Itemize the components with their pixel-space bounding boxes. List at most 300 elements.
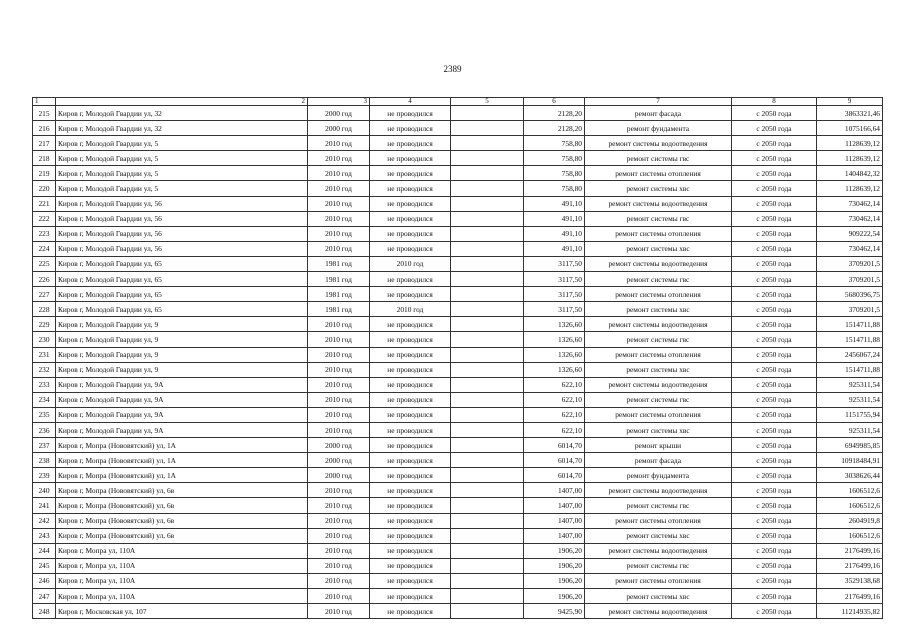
- build-year-cell: 2010 год: [308, 332, 370, 347]
- col-5-cell: [451, 211, 524, 226]
- area-cell: 1326,60: [524, 347, 585, 362]
- address-cell: Киров г, Молодой Гвардии ул, 5: [56, 166, 308, 181]
- cost-cell: 1606512,6: [817, 528, 883, 543]
- repair-period-cell: с 2050 года: [732, 604, 817, 619]
- table-row: [33, 407, 883, 422]
- address-cell: Киров г, Молодой Гвардии ул, 65: [56, 256, 308, 271]
- last-repair-year-cell: не проводился: [370, 181, 451, 196]
- table-row: [33, 121, 883, 136]
- repair-type-cell: ремонт системы водоотведения: [585, 483, 732, 498]
- build-year-cell: 2010 год: [308, 392, 370, 407]
- cost-cell: 730462,14: [817, 196, 883, 211]
- repair-type-cell: ремонт системы водоотведения: [585, 196, 732, 211]
- repair-period-cell: с 2050 года: [732, 377, 817, 392]
- repair-period-cell: с 2050 года: [732, 332, 817, 347]
- address-cell: Киров г, Молодой Гвардии ул, 32: [56, 106, 308, 121]
- repair-type-cell: ремонт системы гвс: [585, 392, 732, 407]
- col-5-cell: [451, 166, 524, 181]
- address-cell: Киров г, Молодой Гвардии ул, 5: [56, 136, 308, 151]
- repair-period-cell: с 2050 года: [732, 272, 817, 287]
- repair-type-cell: ремонт фундамента: [585, 121, 732, 136]
- address-cell: Киров г, Молодой Гвардии ул, 65: [56, 302, 308, 317]
- table-row: [33, 377, 883, 392]
- col-5-cell: [451, 513, 524, 528]
- repair-period-cell: с 2050 года: [732, 453, 817, 468]
- build-year-cell: 2010 год: [308, 362, 370, 377]
- last-repair-year-cell: не проводился: [370, 166, 451, 181]
- cost-cell: 909222,54: [817, 226, 883, 241]
- column-number-row: [33, 98, 883, 106]
- address-cell: Киров г, Мопра (Нововятский) ул, 1А: [56, 468, 308, 483]
- row-number-cell: 241: [33, 498, 56, 513]
- last-repair-year-cell: не проводился: [370, 106, 451, 121]
- col-5-cell: [451, 392, 524, 407]
- repair-period-cell: с 2050 года: [732, 136, 817, 151]
- area-cell: 622,10: [524, 392, 585, 407]
- repair-period-cell: с 2050 года: [732, 422, 817, 437]
- area-cell: 758,80: [524, 136, 585, 151]
- repair-period-cell: с 2050 года: [732, 317, 817, 332]
- repair-period-cell: с 2050 года: [732, 347, 817, 362]
- area-cell: 6014,70: [524, 453, 585, 468]
- repair-type-cell: ремонт системы водоотведения: [585, 256, 732, 271]
- repair-type-cell: ремонт системы водоотведения: [585, 377, 732, 392]
- row-number-cell: 224: [33, 241, 56, 256]
- col-5-cell: [451, 528, 524, 543]
- table-row: [33, 136, 883, 151]
- build-year-cell: 2000 год: [308, 468, 370, 483]
- column-header: 4: [370, 98, 451, 106]
- table-row: [33, 528, 883, 543]
- cost-cell: 1151755,94: [817, 407, 883, 422]
- last-repair-year-cell: не проводился: [370, 136, 451, 151]
- row-number-cell: 220: [33, 181, 56, 196]
- area-cell: 622,10: [524, 422, 585, 437]
- repair-type-cell: ремонт фундамента: [585, 468, 732, 483]
- build-year-cell: 2010 год: [308, 407, 370, 422]
- col-5-cell: [451, 407, 524, 422]
- area-cell: 1407,00: [524, 483, 585, 498]
- cost-cell: 1128639,12: [817, 181, 883, 196]
- build-year-cell: 2010 год: [308, 543, 370, 558]
- last-repair-year-cell: не проводился: [370, 347, 451, 362]
- address-cell: Киров г, Мопра (Нововятский) ул, 1А: [56, 438, 308, 453]
- address-cell: Киров г, Молодой Гвардии ул, 56: [56, 211, 308, 226]
- row-number-cell: 219: [33, 166, 56, 181]
- cost-cell: 1514711,88: [817, 362, 883, 377]
- last-repair-year-cell: не проводился: [370, 196, 451, 211]
- row-number-cell: 226: [33, 272, 56, 287]
- address-cell: Киров г, Молодой Гвардии ул, 5: [56, 181, 308, 196]
- last-repair-year-cell: не проводился: [370, 513, 451, 528]
- cost-cell: 1514711,88: [817, 317, 883, 332]
- col-5-cell: [451, 332, 524, 347]
- repair-type-cell: ремонт системы водоотведения: [585, 136, 732, 151]
- last-repair-year-cell: 2010 год: [370, 256, 451, 271]
- cost-cell: 10918484,91: [817, 453, 883, 468]
- repair-period-cell: с 2050 года: [732, 166, 817, 181]
- row-number-cell: 231: [33, 347, 56, 362]
- repair-type-cell: ремонт системы хвс: [585, 422, 732, 437]
- table-row: [33, 438, 883, 453]
- repair-type-cell: ремонт системы хвс: [585, 589, 732, 604]
- cost-cell: 730462,14: [817, 241, 883, 256]
- col-5-cell: [451, 422, 524, 437]
- address-cell: Киров г, Молодой Гвардии ул, 5: [56, 151, 308, 166]
- repair-period-cell: с 2050 года: [732, 106, 817, 121]
- table-row: [33, 287, 883, 302]
- address-cell: Киров г, Мопра (Нововятский) ул, 1А: [56, 453, 308, 468]
- table-row: [33, 272, 883, 287]
- area-cell: 1906,20: [524, 573, 585, 588]
- repair-type-cell: ремонт системы отопления: [585, 287, 732, 302]
- col-5-cell: [451, 241, 524, 256]
- cost-cell: 2456067,24: [817, 347, 883, 362]
- row-number-cell: 237: [33, 438, 56, 453]
- row-number-cell: 228: [33, 302, 56, 317]
- cost-cell: 925311,54: [817, 422, 883, 437]
- repair-period-cell: с 2050 года: [732, 121, 817, 136]
- table-row: [33, 211, 883, 226]
- table-row: [33, 589, 883, 604]
- table-row: [33, 166, 883, 181]
- build-year-cell: 2000 год: [308, 121, 370, 136]
- cost-cell: 6949985,85: [817, 438, 883, 453]
- table-row: [33, 604, 883, 619]
- col-5-cell: [451, 589, 524, 604]
- row-number-cell: 236: [33, 422, 56, 437]
- table-row: [33, 453, 883, 468]
- area-cell: 758,80: [524, 151, 585, 166]
- column-header: 1: [33, 98, 56, 106]
- repair-type-cell: ремонт фасада: [585, 453, 732, 468]
- col-5-cell: [451, 106, 524, 121]
- table-body: [33, 106, 883, 619]
- last-repair-year-cell: не проводился: [370, 573, 451, 588]
- col-5-cell: [451, 453, 524, 468]
- area-cell: 2128,20: [524, 106, 585, 121]
- cost-cell: 3709201,5: [817, 302, 883, 317]
- build-year-cell: 2010 год: [308, 347, 370, 362]
- repair-period-cell: с 2050 года: [732, 151, 817, 166]
- repair-period-cell: с 2050 года: [732, 211, 817, 226]
- table-row: [33, 573, 883, 588]
- address-cell: Киров г, Мопра (Нововятский) ул, 6в: [56, 498, 308, 513]
- last-repair-year-cell: не проводился: [370, 211, 451, 226]
- area-cell: 6014,70: [524, 468, 585, 483]
- address-cell: Киров г, Мопра ул, 110А: [56, 558, 308, 573]
- repair-type-cell: ремонт системы отопления: [585, 513, 732, 528]
- repair-type-cell: ремонт системы хвс: [585, 302, 732, 317]
- row-number-cell: 215: [33, 106, 56, 121]
- last-repair-year-cell: не проводился: [370, 407, 451, 422]
- row-number-cell: 223: [33, 226, 56, 241]
- build-year-cell: 2010 год: [308, 241, 370, 256]
- repair-type-cell: ремонт системы хвс: [585, 528, 732, 543]
- area-cell: 3117,50: [524, 256, 585, 271]
- address-cell: Киров г, Мопра ул, 110А: [56, 573, 308, 588]
- cost-cell: 3709201,5: [817, 272, 883, 287]
- last-repair-year-cell: не проводился: [370, 392, 451, 407]
- row-number-cell: 245: [33, 558, 56, 573]
- table-row: [33, 106, 883, 121]
- repair-period-cell: с 2050 года: [732, 407, 817, 422]
- table-row: [33, 302, 883, 317]
- last-repair-year-cell: не проводился: [370, 589, 451, 604]
- repair-type-cell: ремонт системы отопления: [585, 347, 732, 362]
- table-row: [33, 241, 883, 256]
- build-year-cell: 2010 год: [308, 483, 370, 498]
- row-number-cell: 247: [33, 589, 56, 604]
- repair-period-cell: с 2050 года: [732, 226, 817, 241]
- build-year-cell: 1981 год: [308, 287, 370, 302]
- table-row: [33, 347, 883, 362]
- col-5-cell: [451, 558, 524, 573]
- build-year-cell: 2010 год: [308, 166, 370, 181]
- build-year-cell: 2010 год: [308, 422, 370, 437]
- repair-type-cell: ремонт системы гвс: [585, 332, 732, 347]
- repair-type-cell: ремонт системы хвс: [585, 181, 732, 196]
- address-cell: Киров г, Молодой Гвардии ул, 32: [56, 121, 308, 136]
- area-cell: 6014,70: [524, 438, 585, 453]
- area-cell: 3117,50: [524, 272, 585, 287]
- area-cell: 758,80: [524, 166, 585, 181]
- row-number-cell: 222: [33, 211, 56, 226]
- col-5-cell: [451, 468, 524, 483]
- address-cell: Киров г, Молодой Гвардии ул, 9: [56, 332, 308, 347]
- col-5-cell: [451, 362, 524, 377]
- col-5-cell: [451, 573, 524, 588]
- repair-period-cell: с 2050 года: [732, 241, 817, 256]
- column-header: 2: [56, 98, 308, 106]
- cost-cell: 5680396,75: [817, 287, 883, 302]
- last-repair-year-cell: не проводился: [370, 317, 451, 332]
- column-header: 5: [451, 98, 524, 106]
- col-5-cell: [451, 302, 524, 317]
- repair-type-cell: ремонт системы водоотведения: [585, 604, 732, 619]
- col-5-cell: [451, 121, 524, 136]
- repair-period-cell: с 2050 года: [732, 438, 817, 453]
- address-cell: Киров г, Молодой Гвардии ул, 56: [56, 196, 308, 211]
- repair-period-cell: с 2050 года: [732, 513, 817, 528]
- address-cell: Киров г, Молодой Гвардии ул, 56: [56, 226, 308, 241]
- build-year-cell: 2000 год: [308, 106, 370, 121]
- cost-cell: 2176499,16: [817, 543, 883, 558]
- build-year-cell: 2010 год: [308, 317, 370, 332]
- last-repair-year-cell: не проводился: [370, 498, 451, 513]
- address-cell: Киров г, Молодой Гвардии ул, 9: [56, 347, 308, 362]
- last-repair-year-cell: не проводился: [370, 543, 451, 558]
- table-row: [33, 392, 883, 407]
- repair-period-cell: с 2050 года: [732, 302, 817, 317]
- last-repair-year-cell: не проводился: [370, 121, 451, 136]
- repair-type-cell: ремонт системы гвс: [585, 151, 732, 166]
- row-number-cell: 234: [33, 392, 56, 407]
- row-number-cell: 244: [33, 543, 56, 558]
- repair-type-cell: ремонт системы хвс: [585, 362, 732, 377]
- row-number-cell: 242: [33, 513, 56, 528]
- table-row: [33, 226, 883, 241]
- area-cell: 1407,00: [524, 498, 585, 513]
- col-5-cell: [451, 377, 524, 392]
- area-cell: 1407,00: [524, 513, 585, 528]
- col-5-cell: [451, 483, 524, 498]
- row-number-cell: 233: [33, 377, 56, 392]
- repair-period-cell: с 2050 года: [732, 573, 817, 588]
- area-cell: 3117,50: [524, 287, 585, 302]
- repair-type-cell: ремонт системы отопления: [585, 166, 732, 181]
- column-header: 8: [732, 98, 817, 106]
- area-cell: 2128,20: [524, 121, 585, 136]
- table-row: [33, 256, 883, 271]
- build-year-cell: 2010 год: [308, 151, 370, 166]
- build-year-cell: 2010 год: [308, 196, 370, 211]
- cost-cell: 3709201,5: [817, 256, 883, 271]
- col-5-cell: [451, 256, 524, 271]
- col-5-cell: [451, 272, 524, 287]
- row-number-cell: 235: [33, 407, 56, 422]
- build-year-cell: 2010 год: [308, 604, 370, 619]
- table-row: [33, 151, 883, 166]
- repair-type-cell: ремонт системы водоотведения: [585, 317, 732, 332]
- build-year-cell: 2000 год: [308, 453, 370, 468]
- build-year-cell: 2010 год: [308, 211, 370, 226]
- col-5-cell: [451, 151, 524, 166]
- col-5-cell: [451, 604, 524, 619]
- last-repair-year-cell: не проводился: [370, 438, 451, 453]
- cost-cell: 1606512,6: [817, 498, 883, 513]
- last-repair-year-cell: не проводился: [370, 422, 451, 437]
- area-cell: 1906,20: [524, 543, 585, 558]
- row-number-cell: 248: [33, 604, 56, 619]
- repair-type-cell: ремонт системы гвс: [585, 272, 732, 287]
- row-number-cell: 229: [33, 317, 56, 332]
- area-cell: 491,10: [524, 196, 585, 211]
- col-5-cell: [451, 347, 524, 362]
- col-5-cell: [451, 226, 524, 241]
- col-5-cell: [451, 287, 524, 302]
- last-repair-year-cell: не проводился: [370, 528, 451, 543]
- repair-type-cell: ремонт системы гвс: [585, 498, 732, 513]
- last-repair-year-cell: не проводился: [370, 468, 451, 483]
- cost-cell: 1514711,88: [817, 332, 883, 347]
- last-repair-year-cell: не проводился: [370, 453, 451, 468]
- build-year-cell: 2010 год: [308, 136, 370, 151]
- build-year-cell: 2010 год: [308, 498, 370, 513]
- area-cell: 491,10: [524, 241, 585, 256]
- cost-cell: 3529138,68: [817, 573, 883, 588]
- repair-period-cell: с 2050 года: [732, 181, 817, 196]
- last-repair-year-cell: не проводился: [370, 483, 451, 498]
- page-number: 2389: [443, 64, 462, 74]
- area-cell: 1326,60: [524, 362, 585, 377]
- repair-period-cell: с 2050 года: [732, 498, 817, 513]
- column-header: 6: [524, 98, 585, 106]
- col-5-cell: [451, 438, 524, 453]
- table-row: [33, 317, 883, 332]
- last-repair-year-cell: не проводился: [370, 362, 451, 377]
- row-number-cell: 240: [33, 483, 56, 498]
- last-repair-year-cell: не проводился: [370, 287, 451, 302]
- repair-period-cell: с 2050 года: [732, 589, 817, 604]
- build-year-cell: 2010 год: [308, 513, 370, 528]
- row-number-cell: 225: [33, 256, 56, 271]
- row-number-cell: 243: [33, 528, 56, 543]
- address-cell: Киров г, Молодой Гвардии ул, 65: [56, 272, 308, 287]
- table-row: [33, 513, 883, 528]
- repair-period-cell: с 2050 года: [732, 558, 817, 573]
- area-cell: 758,80: [524, 181, 585, 196]
- last-repair-year-cell: не проводился: [370, 377, 451, 392]
- address-cell: Киров г, Молодой Гвардии ул, 9: [56, 317, 308, 332]
- repair-period-cell: с 2050 года: [732, 543, 817, 558]
- address-cell: Киров г, Мопра ул, 110А: [56, 589, 308, 604]
- area-cell: 491,10: [524, 226, 585, 241]
- cost-cell: 3863321,46: [817, 106, 883, 121]
- address-cell: Киров г, Мопра (Нововятский) ул, 6в: [56, 513, 308, 528]
- address-cell: Киров г, Молодой Гвардии ул, 9: [56, 362, 308, 377]
- build-year-cell: 2010 год: [308, 181, 370, 196]
- last-repair-year-cell: не проводился: [370, 272, 451, 287]
- repair-type-cell: ремонт системы отопления: [585, 407, 732, 422]
- row-number-cell: 239: [33, 468, 56, 483]
- cost-cell: 1404842,32: [817, 166, 883, 181]
- capital-repair-table: [32, 97, 883, 619]
- col-5-cell: [451, 498, 524, 513]
- last-repair-year-cell: не проводился: [370, 558, 451, 573]
- address-cell: Киров г, Молодой Гвардии ул, 56: [56, 241, 308, 256]
- repair-type-cell: ремонт крыши: [585, 438, 732, 453]
- table-row: [33, 483, 883, 498]
- address-cell: Киров г, Молодой Гвардии ул, 9А: [56, 377, 308, 392]
- cost-cell: 1128639,12: [817, 136, 883, 151]
- area-cell: 491,10: [524, 211, 585, 226]
- table-row: [33, 498, 883, 513]
- row-number-cell: 221: [33, 196, 56, 211]
- cost-cell: 11214935,82: [817, 604, 883, 619]
- repair-type-cell: ремонт системы водоотведения: [585, 543, 732, 558]
- repair-period-cell: с 2050 года: [732, 256, 817, 271]
- col-5-cell: [451, 317, 524, 332]
- build-year-cell: 2010 год: [308, 377, 370, 392]
- area-cell: 1326,60: [524, 317, 585, 332]
- build-year-cell: 2010 год: [308, 226, 370, 241]
- column-header: 7: [585, 98, 732, 106]
- row-number-cell: 230: [33, 332, 56, 347]
- address-cell: Киров г, Мопра (Нововятский) ул, 6в: [56, 528, 308, 543]
- col-5-cell: [451, 136, 524, 151]
- table-row: [33, 332, 883, 347]
- column-header: 9: [817, 98, 883, 106]
- area-cell: 3117,50: [524, 302, 585, 317]
- address-cell: Киров г, Молодой Гвардии ул, 65: [56, 287, 308, 302]
- cost-cell: 925311,54: [817, 377, 883, 392]
- repair-type-cell: ремонт фасада: [585, 106, 732, 121]
- build-year-cell: 2010 год: [308, 589, 370, 604]
- area-cell: 622,10: [524, 377, 585, 392]
- build-year-cell: 2000 год: [308, 438, 370, 453]
- row-number-cell: 227: [33, 287, 56, 302]
- last-repair-year-cell: не проводился: [370, 241, 451, 256]
- address-cell: Киров г, Мопра (Нововятский) ул, 6в: [56, 483, 308, 498]
- build-year-cell: 2010 год: [308, 573, 370, 588]
- build-year-cell: 1981 год: [308, 302, 370, 317]
- table-row: [33, 196, 883, 211]
- address-cell: Киров г, Московская ул, 107: [56, 604, 308, 619]
- row-number-cell: 246: [33, 573, 56, 588]
- cost-cell: 1075166,64: [817, 121, 883, 136]
- area-cell: 1906,20: [524, 589, 585, 604]
